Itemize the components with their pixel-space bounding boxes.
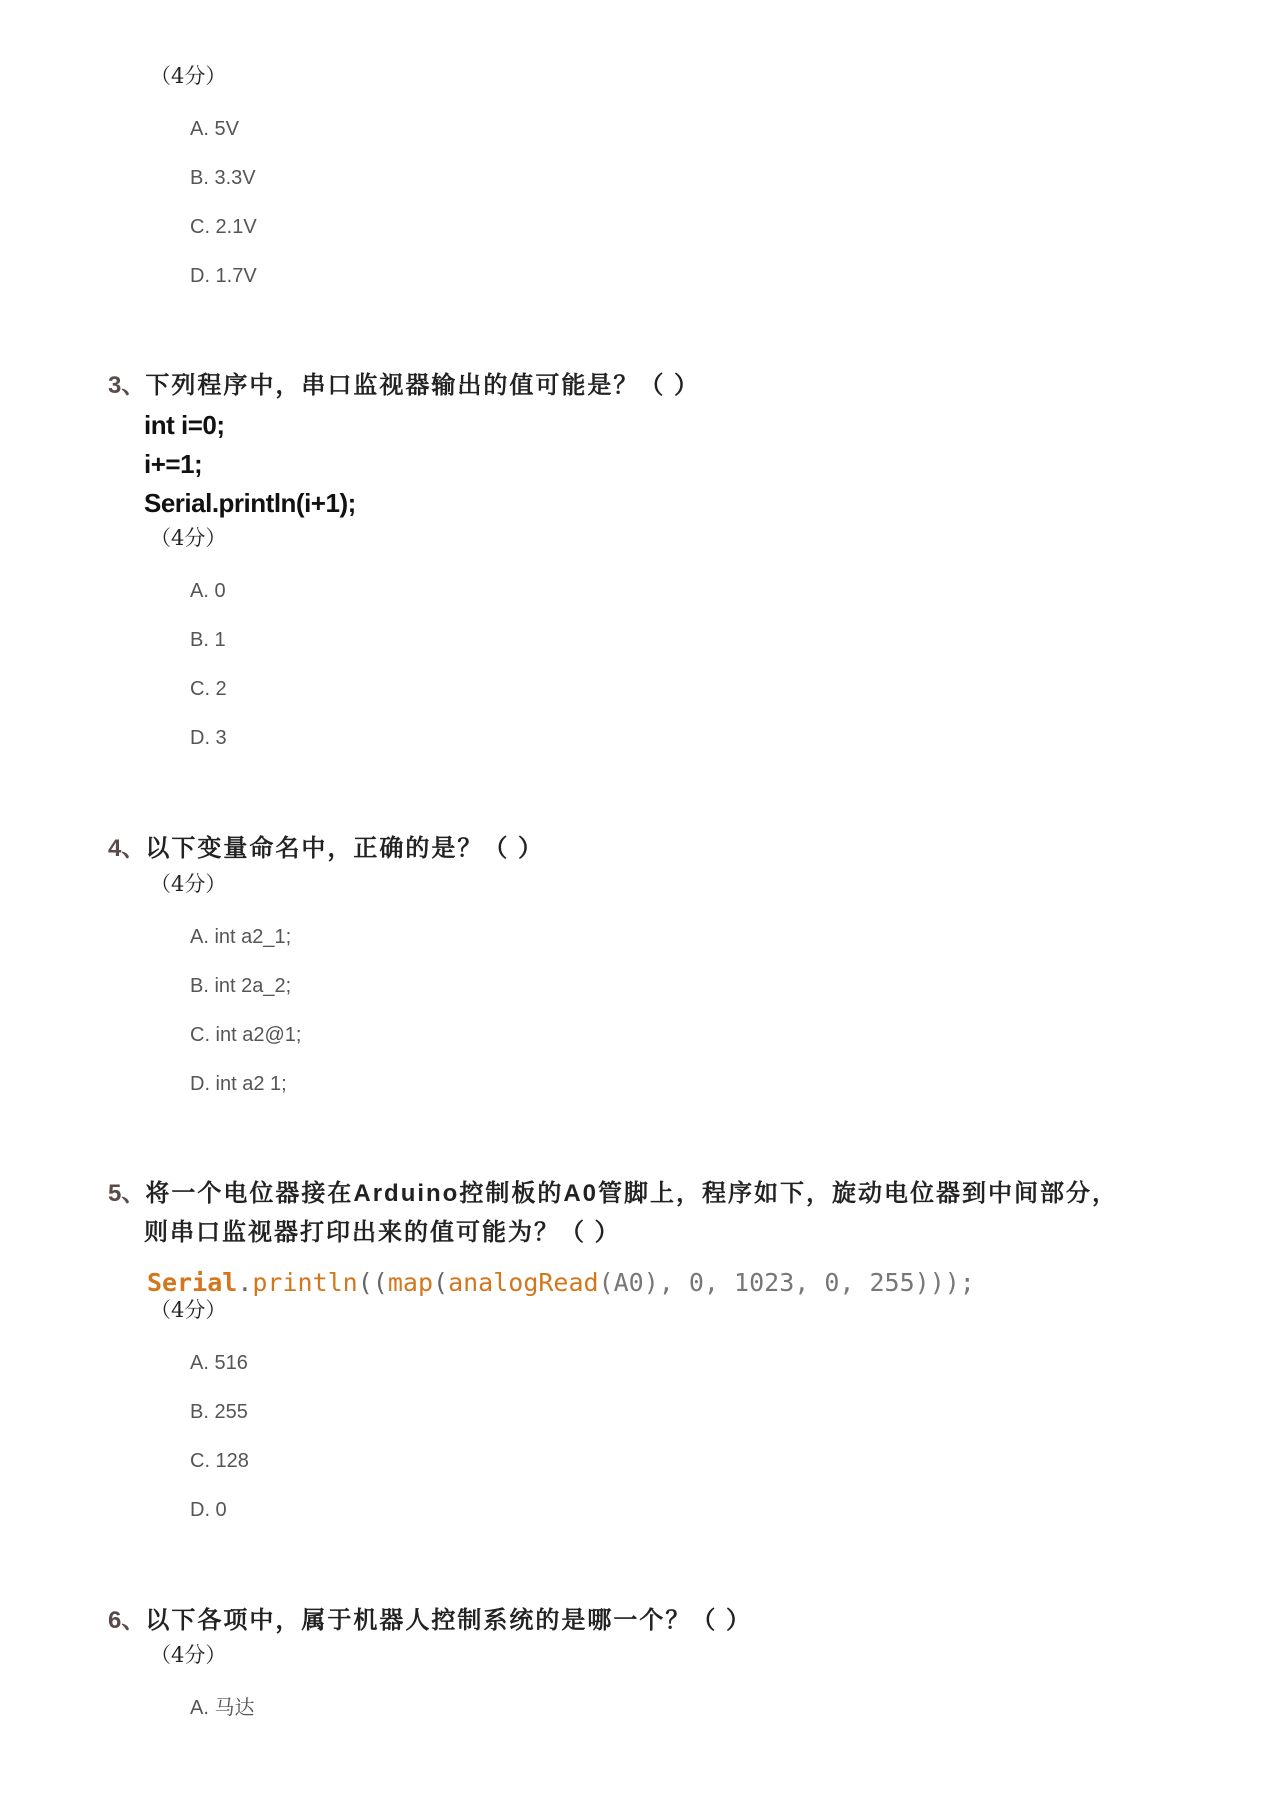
q5-code-serial: Serial: [147, 1268, 238, 1297]
q5-code-open: ((: [357, 1268, 388, 1297]
q5-code-line: [147, 1270, 975, 1295]
q5-option-d[interactable]: D. 0: [190, 1499, 227, 1521]
q5-score: （4分）: [150, 1298, 227, 1322]
q2-option-b[interactable]: B. 3.3V: [190, 167, 256, 189]
q5-option-a[interactable]: A. 516: [190, 1352, 248, 1374]
q5-option-c[interactable]: C. 128: [190, 1450, 249, 1472]
q3-number: 3、: [108, 372, 146, 399]
q4-option-d[interactable]: D. int a2 1;: [190, 1073, 287, 1095]
q5-title-line2: 则串口监视器打印出来的值可能为？（ ）: [144, 1219, 621, 1246]
q3-option-a[interactable]: A. 0: [190, 580, 226, 602]
q4-option-b[interactable]: B. int 2a_2;: [190, 975, 292, 997]
q5-code-println: println: [252, 1268, 358, 1297]
q5-code-analogread: analogRead: [448, 1268, 599, 1297]
q2-option-a[interactable]: A. 5V: [190, 118, 239, 140]
q3-title-text: 下列程序中，串口监视器输出的值可能是？（ ）: [145, 372, 701, 399]
q4-score: （4分）: [150, 872, 227, 896]
q3-option-d[interactable]: D. 3: [190, 727, 227, 749]
q5-code-map: map: [387, 1268, 433, 1297]
q5-code-open2: (: [433, 1268, 449, 1297]
q4-title-text: 以下变量命名中，正确的是？（ ）: [145, 835, 545, 862]
q3-option-c[interactable]: C. 2: [190, 678, 227, 700]
q5-option-b[interactable]: B. 255: [190, 1401, 248, 1423]
q3-code-line-1: int i=0;: [144, 410, 225, 440]
q6-score: （4分）: [150, 1643, 227, 1667]
q3-code-line-3: Serial.println(i+1);: [144, 488, 356, 518]
q4-option-c[interactable]: C. int a2@1;: [190, 1024, 302, 1046]
q6-option-a[interactable]: A. 马达: [190, 1697, 255, 1719]
q3-option-b[interactable]: B. 1: [190, 629, 226, 651]
q3-score: （4分）: [150, 526, 227, 550]
q2-option-d[interactable]: D. 1.7V: [190, 265, 257, 287]
q4-title: [108, 837, 544, 861]
q6-title-text: 以下各项中，属于机器人控制系统的是哪一个？（ ）: [145, 1607, 753, 1634]
q2-score: （4分）: [150, 64, 227, 88]
q5-title: [108, 1182, 1118, 1206]
q5-number: 5、: [108, 1180, 146, 1207]
q5-code-dot: .: [237, 1268, 253, 1297]
q3-code-line-2: i+=1;: [144, 449, 203, 479]
q2-option-c[interactable]: C. 2.1V: [190, 216, 257, 238]
q3-title: [108, 374, 700, 398]
q4-number: 4、: [108, 835, 146, 862]
q5-title-line1: 将一个电位器接在Arduino控制板的A0管脚上，程序如下，旋动电位器到中间部分，: [145, 1180, 1119, 1207]
q5-code-args: (A0), 0, 1023, 0, 255)));: [598, 1268, 975, 1297]
q6-title: [108, 1609, 752, 1633]
q4-option-a[interactable]: A. int a2_1;: [190, 926, 292, 948]
q6-number: 6、: [108, 1607, 146, 1634]
